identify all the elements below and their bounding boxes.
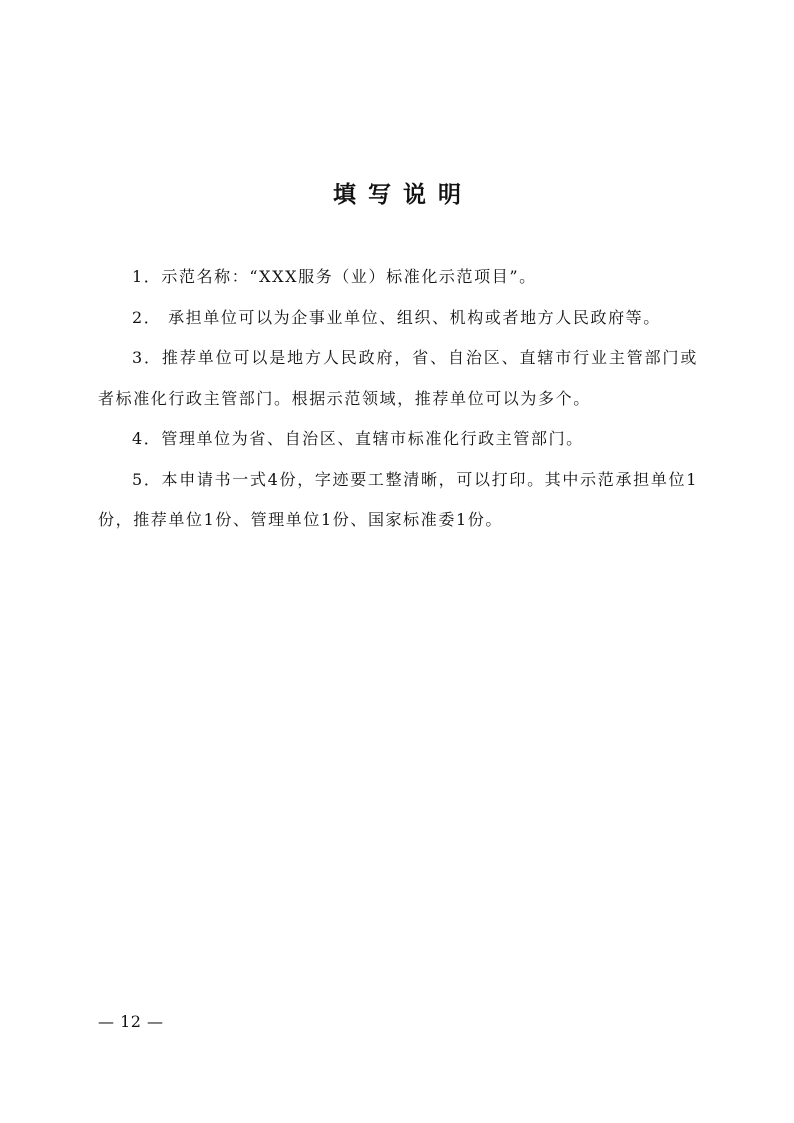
instruction-item-1: 1．示范名称：“XXX服务（业）标准化示范项目”。 <box>132 267 537 286</box>
document-title: 填写说明 <box>333 181 473 208</box>
page-number: — 12 — <box>98 1012 164 1031</box>
instruction-item-2: 2． 承担单位可以为企事业单位、组织、机构或者地方人民政府等。 <box>132 307 661 327</box>
instruction-item-3: 3．推荐单位可以是地方人民政府，省、自治区、直辖市行业主管部门或者标准化行政主管部门。根据示范领域，推荐单位可以为多个。 <box>98 348 698 408</box>
instruction-item-5: 5．本申请书一式4份，字迹要工整清晰，可以打印。其中示范承担单位1份，推荐单位1份、管理单位1份、国家标准委1份。 <box>98 469 698 529</box>
instructions-list <box>98 257 698 541</box>
instruction-item-4: 4．管理单位为省、自治区、直辖市标准化行政主管部门。 <box>132 429 584 448</box>
